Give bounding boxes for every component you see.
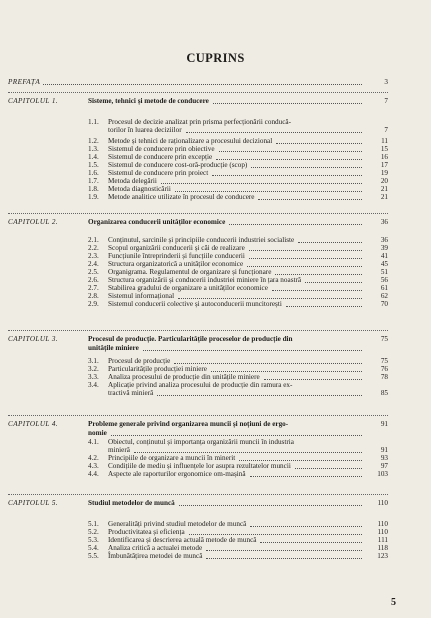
leader-dots [43, 83, 362, 85]
entry-number: 2.4. [88, 260, 99, 268]
entry-page-number: 15 [380, 145, 388, 153]
leader-dots [250, 475, 362, 477]
entry-number: 2.1. [88, 236, 99, 244]
entry-number: 1.4. [88, 153, 99, 161]
section-rule [8, 494, 388, 495]
leader-dots [211, 370, 362, 372]
leader-dots [111, 434, 362, 436]
leader-dots [161, 182, 362, 184]
entry-title-cont: torilor în luarea deciziilor [108, 126, 182, 134]
leader-dots [179, 504, 362, 506]
leader-dots [295, 467, 362, 469]
entry-title: Analiza critică a actualei metode [108, 544, 203, 552]
entry-title: Stabilirea gradului de organizare a unităților economice [108, 284, 268, 292]
entry-number: 2.7. [88, 284, 99, 292]
entry-page-number: 21 [380, 185, 388, 193]
section-rule [8, 213, 388, 214]
entry-title: Sistemul de conducere prin obiective [108, 145, 215, 153]
entry-title-cont: tractivă minieră [108, 389, 154, 397]
entry-page-number: 56 [380, 276, 388, 284]
entry-page-number: 103 [377, 470, 388, 478]
entry-number: 1.1. [88, 118, 99, 126]
entry-page-number: 97 [380, 462, 388, 470]
entry-number: 1.3. [88, 145, 99, 153]
entry-title: Analiza procesului de producție din unitățile miniere [108, 373, 260, 381]
entry-page-number: 85 [380, 389, 388, 397]
entry-title: Aplicație privind analiza procesului de producție din ramura ex- [108, 381, 293, 389]
entry-title: Particularitățile producției miniere [108, 365, 207, 373]
leader-dots [247, 265, 362, 267]
entry-number: 5.2. [88, 528, 99, 536]
chapter-title-cont: unitățile miniere [88, 344, 139, 352]
chapter-label: CAPITOLUL 2. [8, 218, 59, 226]
entry-title: Principiile de organizare a muncii în minerit [108, 454, 236, 462]
entry-page-number: 91 [380, 446, 388, 454]
chapter-title: Probleme generale privind organizarea muncii și noțiuni de ergo- [88, 420, 289, 428]
page-title: CUPRINS [186, 51, 245, 65]
leader-dots [264, 378, 362, 380]
chapter-title: Sisteme, tehnici și metode de conducere [88, 97, 209, 105]
entry-title: Îmbunătățirea metodei de muncă [108, 552, 203, 560]
entry-title: Funcțiunile întreprinderii și funcțiile conducerii [108, 252, 245, 260]
entry-number: 1.8. [88, 185, 99, 193]
leader-dots [134, 451, 362, 453]
leader-dots [186, 131, 362, 133]
entry-page-number: 39 [380, 244, 388, 252]
entry-page-number: 36 [380, 236, 388, 244]
page-number: 5 [391, 597, 396, 608]
entry-number: 4.2. [88, 454, 99, 462]
entry-title: Metoda delegării [108, 177, 157, 185]
leader-dots [251, 166, 362, 168]
chapter-title: Organizarea conducerii unităților economice [88, 218, 226, 226]
section-rule [8, 92, 388, 93]
leader-dots [258, 198, 362, 200]
entry-page-number: 17 [380, 161, 388, 169]
entry-number: 1.6. [88, 169, 99, 177]
leader-dots [206, 557, 362, 559]
entry-number: 2.8. [88, 292, 99, 300]
entry-page-number: 123 [377, 552, 388, 560]
entry-page-number: 45 [380, 260, 388, 268]
entry-title: Generalități privind studiul metodelor de muncă [108, 520, 247, 528]
entry-title: Sistemul informațional [108, 292, 175, 300]
section-rule [8, 330, 388, 331]
entry-title: Sistemul de conducere prin proiect [108, 169, 209, 177]
chapter-page-number: 36 [380, 218, 388, 226]
entry-title: Organigrama. Regulamentul de organizare și funcționare [108, 268, 272, 276]
leader-dots [212, 174, 362, 176]
chapter-title: Procesul de producție. Particularitățile proceselor de producție din [88, 335, 293, 343]
leader-dots [143, 349, 362, 351]
entry-page-number: 7 [384, 126, 388, 134]
chapter-label: CAPITOLUL 1. [8, 97, 59, 105]
leader-dots [272, 289, 362, 291]
chapter-label: CAPITOLUL 3. [8, 335, 59, 343]
entry-page-number: 70 [380, 300, 388, 308]
chapter-label: CAPITOLUL 4. [8, 420, 59, 428]
entry-number: 5.5. [88, 552, 99, 560]
entry-page-number: 111 [377, 536, 388, 544]
entry-title: Structura organizării și conducerii industriei miniere în țara noastră [108, 276, 302, 284]
entry-title: Sistemul conducerii colective și autoconducerii muncitorești [108, 300, 282, 308]
leader-dots [206, 549, 362, 551]
entry-title: Metoda diagnosticării [108, 185, 171, 193]
entry-page-number: 62 [380, 292, 388, 300]
leader-dots [298, 241, 362, 243]
chapter-label: CAPITOLUL 5. [8, 499, 59, 507]
entry-number: 2.3. [88, 252, 99, 260]
entry-page-number: 21 [380, 193, 388, 201]
entry-number: 2.9. [88, 300, 99, 308]
chapter-page-number: 7 [384, 97, 388, 105]
leader-dots [249, 257, 362, 259]
entry-title: Sistemul de conducere cost-oră-producție (scop) [108, 161, 248, 169]
entry-page-number: 75 [380, 357, 388, 365]
leader-dots [174, 362, 362, 364]
leader-dots [305, 281, 362, 283]
leader-dots [175, 190, 362, 192]
entry-number: 1.2. [88, 137, 99, 145]
entry-title: Metode analitice utilizate în procesul de conducere [108, 193, 255, 201]
entry-page-number: 11 [381, 137, 388, 145]
entry-number: 4.1. [88, 438, 99, 446]
entry-page-number: 110 [377, 528, 388, 536]
entry-title: Productivitatea și eficiența [108, 528, 185, 536]
leader-dots [276, 142, 362, 144]
entry-title: Obiectul, conținutul și importanța organizării muncii în industria [108, 438, 294, 446]
entry-number: 3.4. [88, 381, 99, 389]
entry-number: 1.9. [88, 193, 99, 201]
entry-number: 3.1. [88, 357, 99, 365]
entry-number: 2.2. [88, 244, 99, 252]
entry-page-number: 118 [377, 544, 388, 552]
entry-title: Aspecte ale raporturilor ergonomice om-mașină [108, 470, 246, 478]
leader-dots [250, 525, 362, 527]
leader-dots [239, 459, 362, 461]
leader-dots [249, 249, 362, 251]
entry-title-cont: minieră [108, 446, 130, 454]
entry-number: 1.7. [88, 177, 99, 185]
entry-title: Procesul de producție [108, 357, 171, 365]
entry-page-number: 51 [380, 268, 388, 276]
leader-dots [178, 297, 362, 299]
entry-title: Sistemul de conducere prin excepție [108, 153, 213, 161]
chapter-title: Studiul metodelor de muncă [88, 499, 175, 507]
entry-number: 5.4. [88, 544, 99, 552]
entry-number: 4.3. [88, 462, 99, 470]
preface-label: PREFAȚA [8, 78, 41, 86]
chapter-page-number: 75 [380, 335, 388, 343]
section-rule [8, 415, 388, 416]
entry-page-number: 20 [380, 177, 388, 185]
entry-page-number: 110 [377, 520, 388, 528]
entry-number: 5.1. [88, 520, 99, 528]
entry-title: Structura organizatorică a unităților economice [108, 260, 244, 268]
chapter-page-number: 91 [380, 420, 388, 428]
entry-number: 5.3. [88, 536, 99, 544]
entry-title: Scopul organizării conducerii și căi de realizare [108, 244, 245, 252]
entry-page-number: 76 [380, 365, 388, 373]
entry-page-number: 61 [380, 284, 388, 292]
leader-dots [286, 305, 362, 307]
leader-dots [213, 102, 362, 104]
entry-page-number: 93 [380, 454, 388, 462]
leader-dots [216, 158, 362, 160]
entry-number: 2.5. [88, 268, 99, 276]
entry-number: 4.4. [88, 470, 99, 478]
entry-number: 2.6. [88, 276, 99, 284]
chapter-page-number: 110 [377, 499, 388, 507]
entry-title: Procesul de decizie analizat prin prisma perfecționării conducă- [108, 118, 291, 126]
leader-dots [229, 223, 362, 225]
entry-page-number: 78 [380, 373, 388, 381]
leader-dots [275, 273, 362, 275]
entry-number: 3.2. [88, 365, 99, 373]
leader-dots [219, 150, 362, 152]
entry-page-number: 41 [380, 252, 388, 260]
chapter-title-cont: nomie [88, 429, 107, 437]
entry-page-number: 16 [380, 153, 388, 161]
entry-number: 1.5. [88, 161, 99, 169]
entry-page-number: 19 [380, 169, 388, 177]
entry-title: Metode și tehnici de raționalizare a procesului decizional [108, 137, 273, 145]
entry-title: Condițiile de mediu și influențele lor asupra rezultatelor muncii [108, 462, 291, 470]
preface-page-number: 3 [384, 78, 388, 86]
leader-dots [189, 533, 362, 535]
entry-title: Conținutul, sarcinile și principiile conducerii industriei socialiste [108, 236, 295, 244]
entry-number: 3.3. [88, 373, 99, 381]
leader-dots [260, 541, 362, 543]
entry-title: Identificarea și descrierea actuală metode de muncă [108, 536, 257, 544]
leader-dots [157, 394, 362, 396]
